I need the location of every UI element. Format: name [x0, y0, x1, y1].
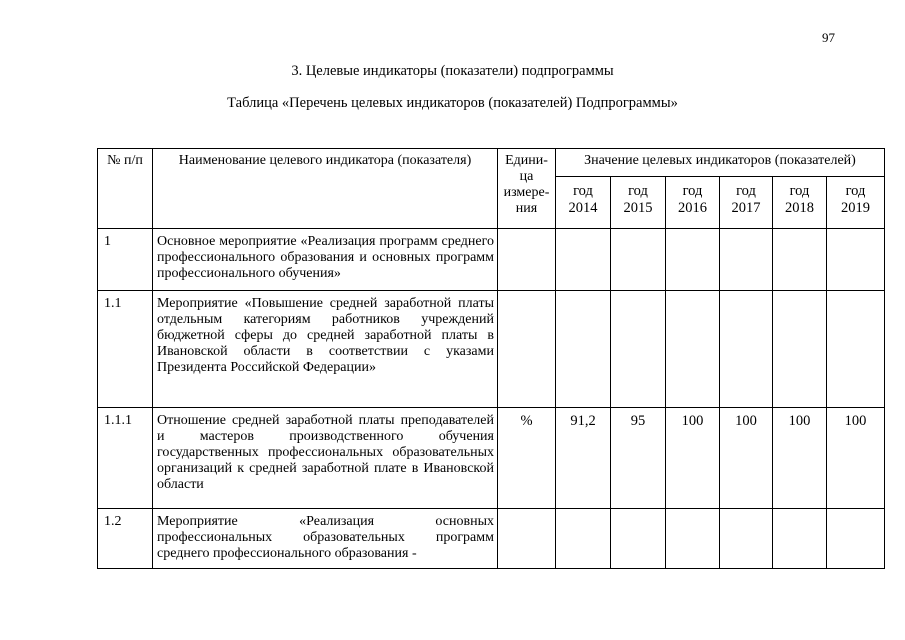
row-unit [498, 509, 556, 569]
row-value [827, 291, 885, 408]
header-number: № п/п [98, 149, 153, 229]
row-value [556, 229, 611, 291]
header-year: год 2014 [556, 177, 611, 229]
row-value: 100 [666, 408, 720, 509]
row-value: 91,2 [556, 408, 611, 509]
row-name: Мероприятие «Повышение средней заработной платы отдельным категориям работников учреждений бюджетной сферы до средней заработной платы в Ивановской области в соответствии с указами Президента Российской Федерации» [153, 291, 498, 408]
row-value [773, 229, 827, 291]
row-number: 1.1.1 [98, 408, 153, 509]
section-title: 3. Целевые индикаторы (показатели) подпрограммы [291, 63, 614, 79]
row-value [720, 509, 773, 569]
row-number: 1.1 [98, 291, 153, 408]
row-number: 1 [98, 229, 153, 291]
header-year: год 2019 [827, 177, 885, 229]
page-number: 97 [822, 30, 835, 45]
row-value [666, 291, 720, 408]
row-value: 100 [773, 408, 827, 509]
row-value [611, 229, 666, 291]
row-value [827, 229, 885, 291]
indicators-table [97, 148, 885, 569]
row-unit [498, 229, 556, 291]
row-value [827, 509, 885, 569]
row-name: Мероприятие «Реализация основных профессиональных образовательных программ среднего профессионального образования - [153, 509, 498, 569]
table-row [98, 229, 885, 291]
table-row [98, 408, 885, 509]
header-name: Наименование целевого индикатора (показателя) [153, 149, 498, 229]
row-value [556, 291, 611, 408]
row-unit [498, 291, 556, 408]
row-value [556, 509, 611, 569]
header-year: год 2017 [720, 177, 773, 229]
row-name: Основное мероприятие «Реализация программ среднего профессионального образования и основных программ профессионального обучения» [153, 229, 498, 291]
row-value: 100 [827, 408, 885, 509]
row-value: 95 [611, 408, 666, 509]
header-unit: Едини-ца измере-ния [498, 149, 556, 229]
row-value [773, 509, 827, 569]
header-values-group: Значение целевых индикаторов (показателей) [556, 149, 885, 177]
header-year: год 2015 [611, 177, 666, 229]
table-caption: Таблица «Перечень целевых индикаторов (показателей) Подпрограммы» [227, 95, 678, 111]
row-unit: % [498, 408, 556, 509]
row-value [720, 229, 773, 291]
row-value [720, 291, 773, 408]
row-value [773, 291, 827, 408]
row-value: 100 [720, 408, 773, 509]
header-year: год 2018 [773, 177, 827, 229]
row-value [611, 291, 666, 408]
table-row [98, 509, 885, 569]
row-value [611, 509, 666, 569]
row-value [666, 229, 720, 291]
row-number: 1.2 [98, 509, 153, 569]
header-year: год 2016 [666, 177, 720, 229]
table-header-row [98, 149, 885, 177]
table-row [98, 291, 885, 408]
row-name: Отношение средней заработной платы преподавателей и мастеров производственного обучения государственных профессиональных образовательных организаций к средней заработной плате в Ивановской области [153, 408, 498, 509]
row-value [666, 509, 720, 569]
